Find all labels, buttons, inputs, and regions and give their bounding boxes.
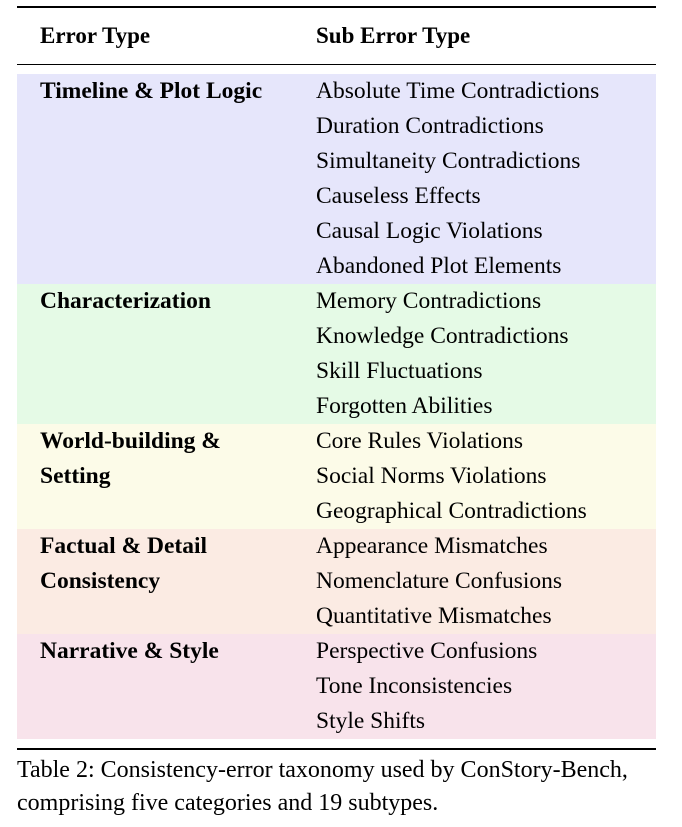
table-body: [17, 74, 656, 739]
header-sub-error-type: Sub Error Type: [316, 23, 471, 48]
error-category-name: Narrative & Style: [40, 638, 219, 664]
subtype-list: [293, 529, 656, 634]
subtype-list: [293, 634, 656, 739]
error-category-name: Timeline & Plot Logic: [40, 78, 263, 104]
subtype-item: Causeless Effects: [316, 183, 481, 209]
taxonomy-table: [17, 6, 656, 750]
subtype-item: Duration Contradictions: [316, 113, 544, 139]
error-category-group: [17, 529, 656, 634]
subtype-item: Appearance Mismatches: [316, 533, 548, 559]
subtype-item: Nomenclature Confusions: [316, 568, 563, 594]
table-bottom-rule: [17, 748, 656, 750]
error-category-name: World-building & Setting: [40, 428, 221, 489]
table-spacer-bottom: [17, 739, 656, 748]
subtype-item: Tone Inconsistencies: [316, 673, 513, 699]
error-category-group: [17, 424, 656, 529]
error-category-group: [17, 284, 656, 424]
subtype-item: Style Shifts: [316, 708, 426, 734]
subtype-item: Memory Contradictions: [316, 288, 542, 314]
table-header-row: [17, 8, 656, 64]
subtype-item: Core Rules Violations: [316, 428, 524, 454]
subtype-item: Simultaneity Contradictions: [316, 148, 581, 174]
subtype-item: Knowledge Contradictions: [316, 323, 569, 349]
subtype-item: Skill Fluctuations: [316, 358, 483, 384]
table-caption: Table 2: Consistency-error taxonomy used by ConStory-Bench, comprising five categories and 19 subtypes.: [17, 757, 628, 816]
error-category-name: Characterization: [40, 288, 211, 314]
subtype-item: Absolute Time Contradictions: [316, 78, 600, 104]
subtype-list: [293, 284, 656, 424]
subtype-item: Forgotten Abilities: [316, 393, 493, 419]
error-category-name: Factual & Detail Consistency: [40, 533, 208, 594]
subtype-item: Causal Logic Violations: [316, 218, 543, 244]
table-spacer: [17, 65, 656, 74]
subtype-item: Social Norms Violations: [316, 463, 547, 489]
subtype-item: Abandoned Plot Elements: [316, 253, 562, 279]
subtype-list: [293, 424, 656, 529]
header-error-type: Error Type: [40, 23, 151, 48]
subtype-list: [293, 74, 656, 284]
subtype-item: Geographical Contradictions: [316, 498, 587, 524]
subtype-item: Quantitative Mismatches: [316, 603, 552, 629]
error-category-group: [17, 74, 656, 284]
error-category-group: [17, 634, 656, 739]
subtype-item: Perspective Confusions: [316, 638, 538, 664]
